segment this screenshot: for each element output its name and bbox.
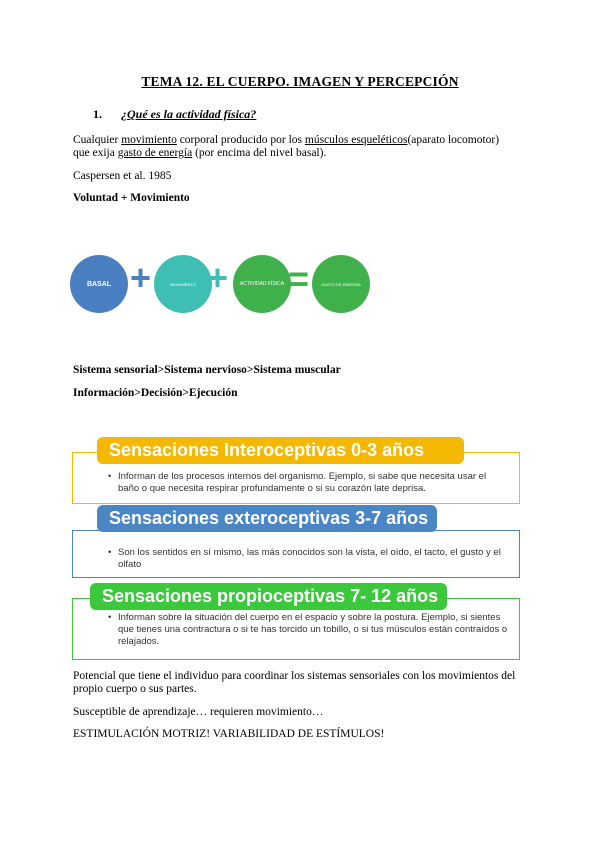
question-number: 1. (93, 107, 102, 121)
def-text-2: corporal producido por los (176, 134, 305, 146)
page-title: TEMA 12. EL CUERPO. IMAGEN Y PERCEPCIÓN (141, 74, 459, 89)
voluntad-heading: Voluntad + Movimiento (73, 192, 190, 204)
basal-circle: BASAL (70, 255, 128, 313)
sensation-title-proprioceptive: Sensaciones propioceptivas 7- 12 años (90, 583, 447, 610)
def-text-3: (aparato locomotor) (407, 134, 500, 146)
plus-operator-1: + (130, 257, 152, 298)
sensation-text-exteroceptive: • Son los sentidos en sí mismo, las más conocidos son la vista, el oído, el tacto, el gusto y el olfato (108, 547, 501, 570)
susceptible-paragraph: Susceptible de aprendizaje… requieren movimiento… (73, 706, 324, 718)
citation: Caspersen et al. 1985 (73, 170, 172, 182)
equals-operator: = (288, 258, 310, 299)
question-heading (93, 107, 256, 122)
potential-paragraph: Potencial que tiene el individuo para coordinar los sistemas sensoriales con los movimientos del propio cuerpo o sus partes. (73, 670, 516, 695)
movimiento-circle: MOVIMIENTO (154, 255, 212, 313)
question-text: ¿Qué es la actividad física? (121, 107, 257, 121)
bullet-icon: • (108, 547, 112, 558)
def-text-5: (por encima del nivel basal). (192, 147, 327, 159)
sensation-title-exteroceptive: Sensaciones exteroceptivas 3-7 años (97, 505, 437, 532)
actividad-fisica-circle: ACTIVIDAD FÍSICA (233, 255, 291, 313)
stimulation-paragraph: ESTIMULACIÓN MOTRIZ! VARIABILIDAD DE ESTÍMULOS! (73, 728, 385, 740)
sensation-text-proprioceptive: • Informan sobre la situación del cuerpo en el espacio y sobre la postura. Ejemplo, si sientes que tienes una contractura o si te has torcido un tobillo, o si tus músculos están contraídos o relajados. (108, 612, 508, 647)
def-text-4: que exija (73, 147, 118, 159)
def-text-1: Cualquier (73, 134, 122, 146)
sensation-title-interoceptive: Sensaciones Interoceptivas 0-3 años (97, 437, 464, 464)
def-term-movimiento: movimiento (121, 134, 177, 146)
gasto-energia-circle: GASTO DE ENERGÍA (312, 255, 370, 313)
sensation-text-interoceptive: • Informan de los procesos internos del organismo. Ejemplo, si sabe que necesita usar el baño o que necesita respirar profundamente o si su corazón late deprisa. (108, 471, 487, 494)
definition-paragraph (73, 134, 533, 160)
process-chain: Información>Decisión>Ejecución (73, 387, 238, 399)
bullet-icon: • (108, 612, 112, 623)
def-term-gasto: gasto de energía (117, 147, 193, 159)
def-term-musculos: músculos esqueléticos (304, 134, 408, 146)
systems-chain: Sistema sensorial>Sistema nervioso>Sistema muscular (73, 364, 341, 376)
bullet-icon: • (108, 471, 112, 482)
plus-operator-2: + (207, 257, 229, 298)
